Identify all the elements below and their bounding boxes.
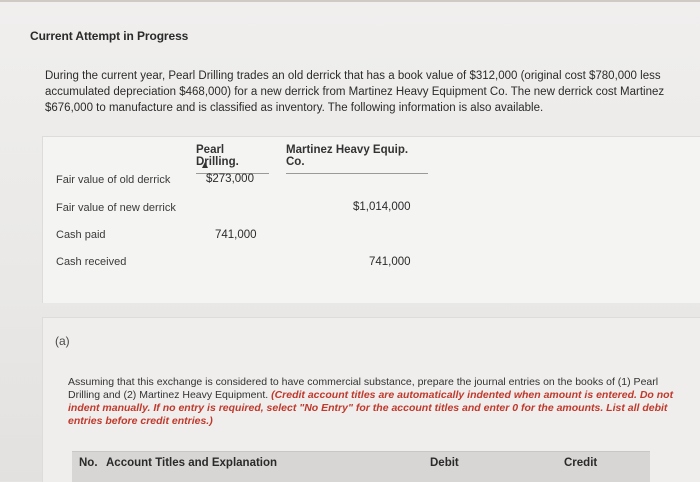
column-header-pearl: Pearl Drilling. (196, 144, 269, 174)
problem-statement: During the current year, Pearl Drilling trades an old derrick that has a book value of $312,000 (original cost $780,000 less accumulated depreciation $468,000) for a new derrick from Martinez Heavy Equipment Co. The new derrick cost Martinez $676,000 to manufacture and is classified as inventory. The following information is also available. (45, 70, 665, 114)
pearl-cash-paid: 741,000 (215, 229, 257, 241)
column-header-account-titles: Account Titles and Explanation (106, 457, 278, 469)
column-header-martinez: Martinez Heavy Equip. Co. (286, 144, 428, 174)
part-a-label: (a) (55, 334, 70, 348)
attempt-status-title: Current Attempt in Progress (30, 29, 189, 43)
column-header-no: No. (79, 457, 98, 469)
row-label-cash-received: Cash received (56, 256, 127, 268)
pearl-fair-value-old: $273,000 (206, 173, 254, 185)
row-label-fair-value-new: Fair value of new derrick (56, 202, 176, 214)
mouse-cursor-icon (202, 162, 208, 168)
row-label-cash-paid: Cash paid (56, 229, 106, 241)
martinez-cash-received: 741,000 (369, 256, 411, 268)
part-a-instruction (68, 376, 678, 428)
martinez-fair-value-new: $1,014,000 (353, 201, 411, 213)
column-header-debit: Debit (430, 457, 459, 469)
instruction-warning: (Credit account titles are automatically indented when amount is entered. Do not indent manually. If no entry is required, select "No Entry" for the account titles and enter 0 for the amounts. List all debit entries before credit entries.) (68, 389, 674, 427)
instruction-text: Assuming that this exchange is considered to have commercial substance, prepare the journal entries on the books of (1) Pearl Drilling and (2) Martinez Heavy Equipment. (68, 376, 659, 401)
column-header-credit: Credit (564, 457, 598, 469)
row-label-fair-value-old: Fair value of old derrick (56, 174, 171, 186)
